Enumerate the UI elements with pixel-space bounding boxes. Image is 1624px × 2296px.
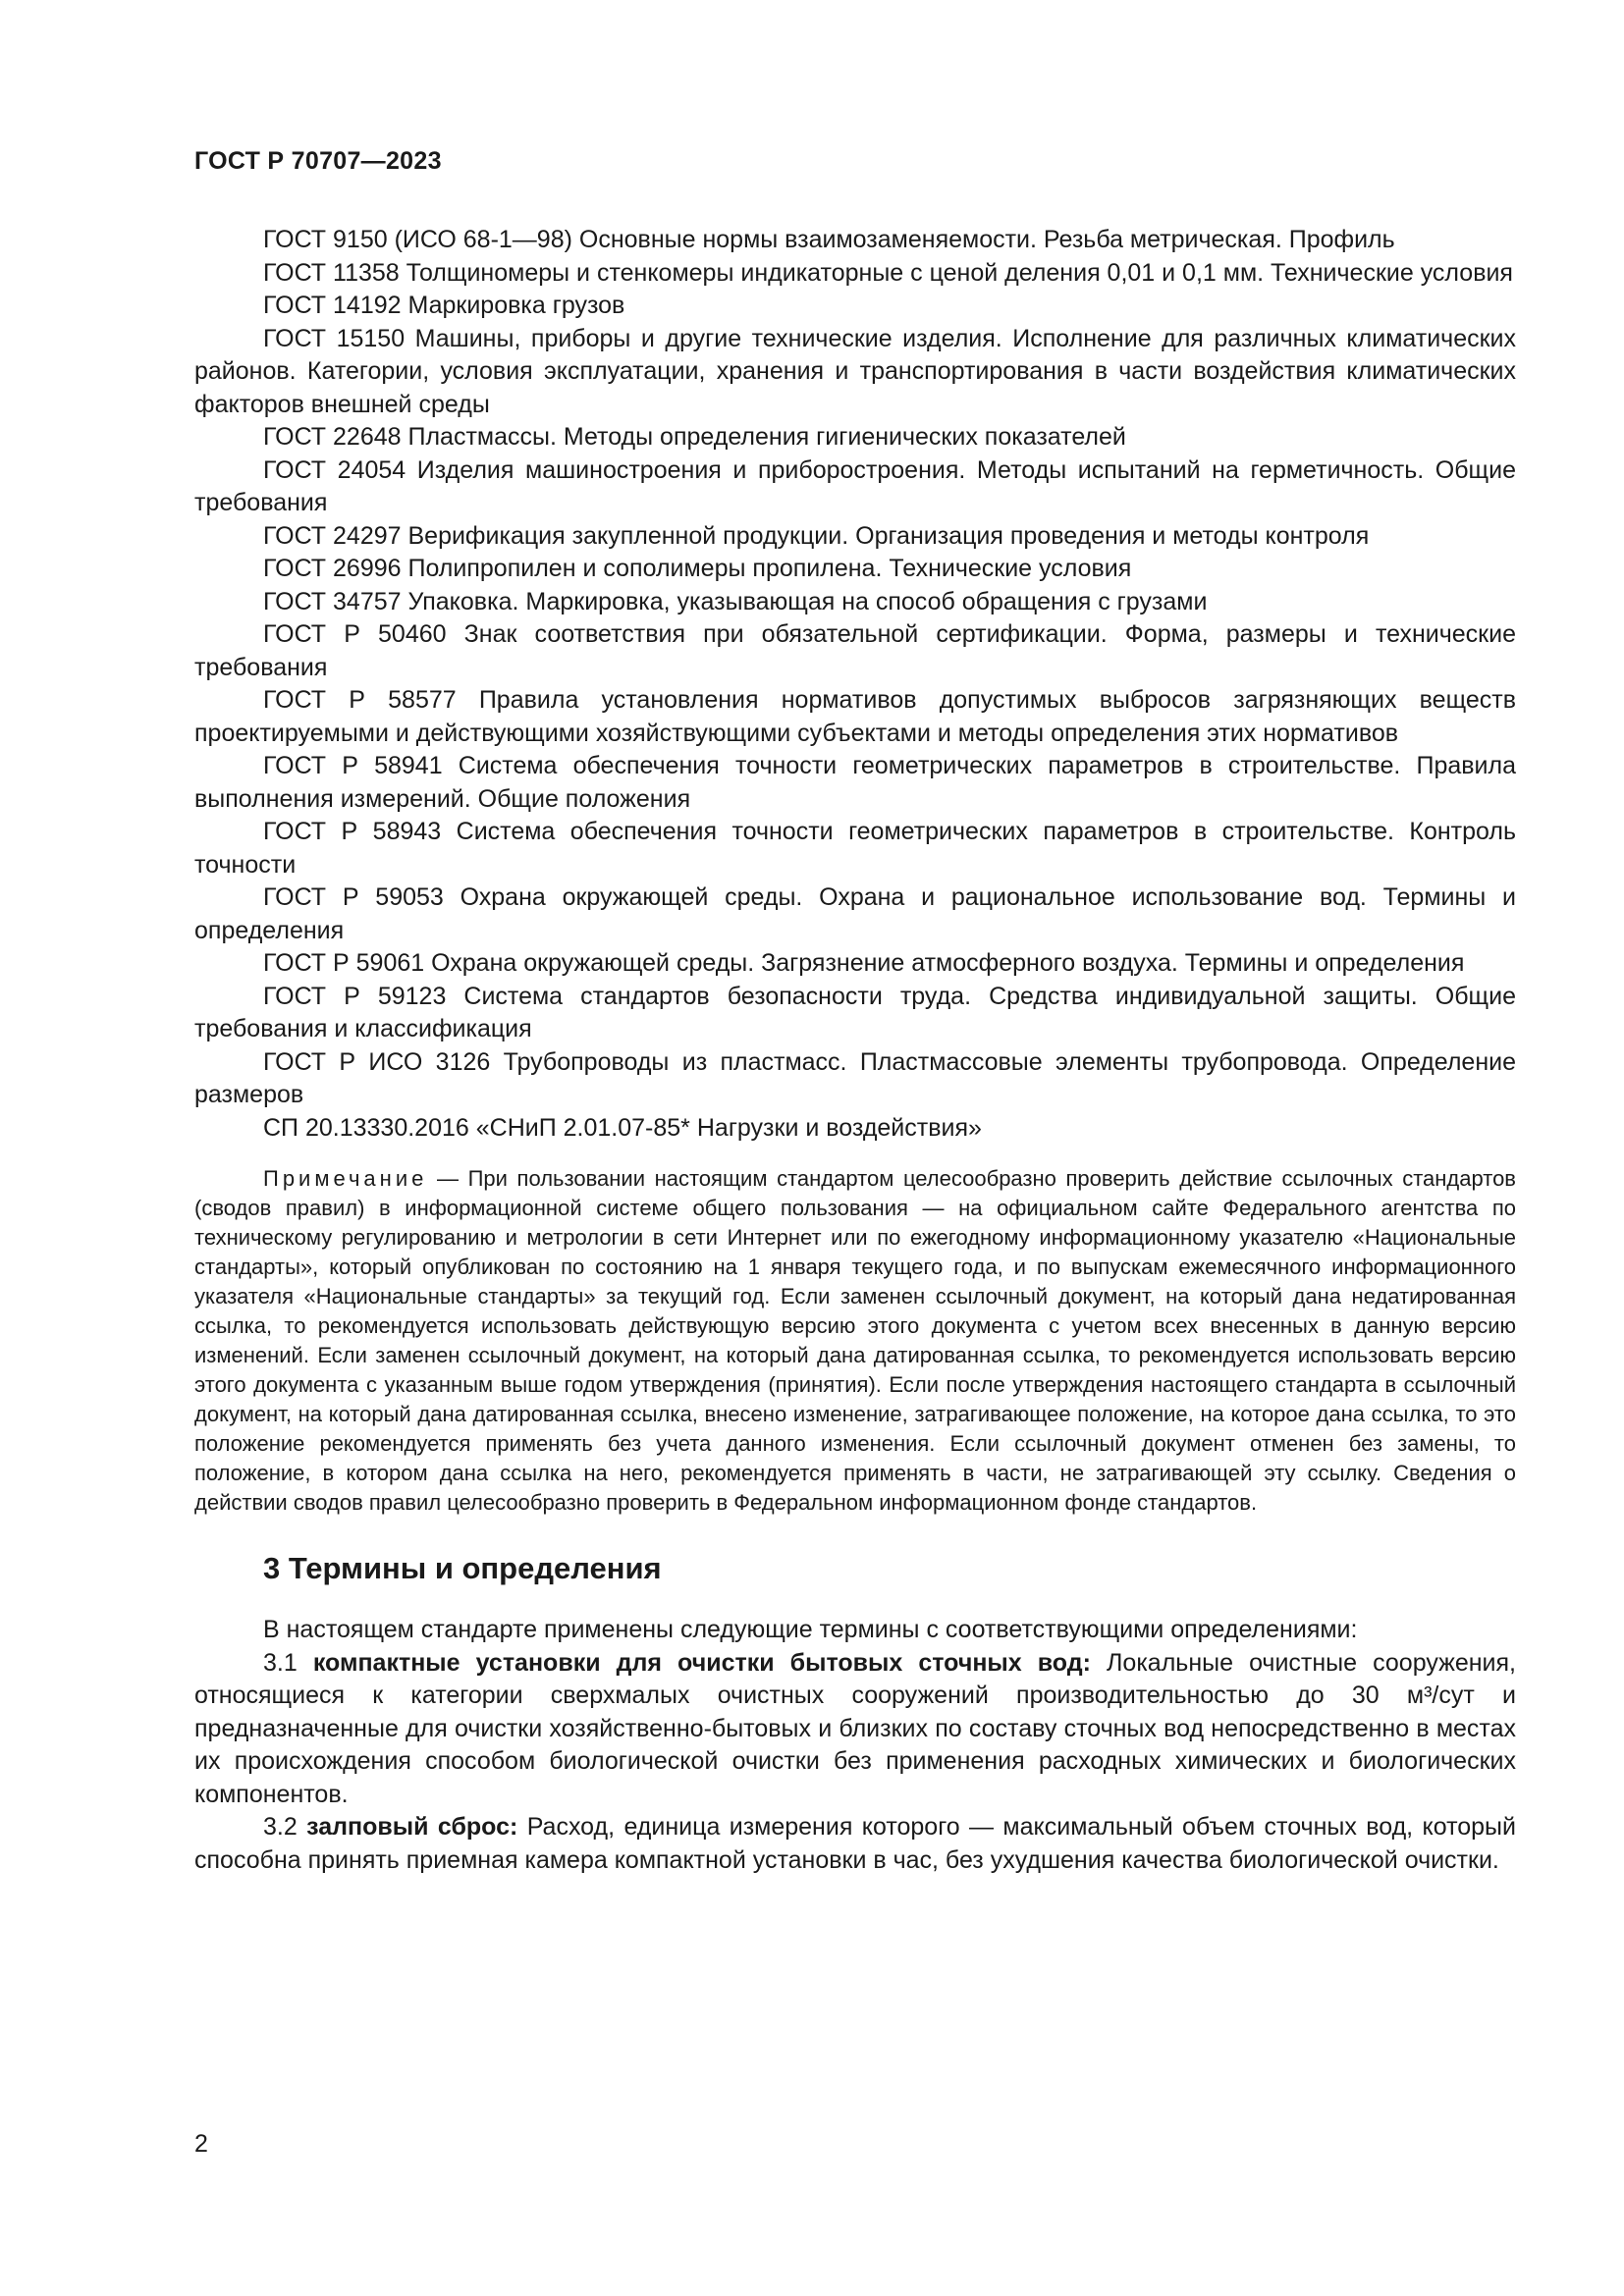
section-intro: В настоящем стандарте применены следующие термины с соответствующими определениями: (263, 1616, 1358, 1643)
reference-item: ГОСТ Р 50460 Знак соответствия при обязательной сертификации. Форма, размеры и технические требования (194, 620, 1516, 681)
term-name: компактные установки для очистки бытовых сточных вод: (312, 1648, 1091, 1677)
document-body (194, 224, 1516, 1877)
reference-item: ГОСТ 34757 Упаковка. Маркировка, указывающая на способ обращения с грузами (263, 587, 1208, 615)
reference-item: ГОСТ Р 58577 Правила установления нормативов допустимых выбросов загрязняющих веществ проектируемыми и действующими хозяйствующими субъектами и методы определения этих нормативов (194, 686, 1516, 747)
note-paragraph (194, 1164, 1516, 1518)
reference-item: ГОСТ 24054 Изделия машиностроения и приборостроения. Методы испытаний на герметичность. Общие требования (194, 455, 1516, 516)
reference-item: ГОСТ Р 59061 Охрана окружающей среды. Загрязнение атмосферного воздуха. Термины и определения (263, 949, 1465, 977)
term-name: залповый сброс: (306, 1813, 518, 1841)
note-label: Примечание (263, 1166, 428, 1191)
term-number: 3.2 (263, 1813, 307, 1841)
reference-item: ГОСТ Р 59053 Охрана окружающей среды. Охрана и рациональное использование вод. Термины и определения (194, 883, 1516, 944)
references-list (194, 224, 1516, 1145)
reference-item: ГОСТ Р ИСО 3126 Трубопроводы из пластмасс. Пластмассовые элементы трубопровода. Определение размеров (194, 1047, 1516, 1108)
term-number: 3.1 (263, 1648, 313, 1677)
reference-item: ГОСТ 26996 Полипропилен и сополимеры пропилена. Технические условия (263, 555, 1132, 582)
term-entry (194, 1811, 1516, 1877)
reference-item: ГОСТ Р 58943 Система обеспечения точности геометрических параметров в строительстве. Контроль точности (194, 818, 1516, 879)
reference-item: ГОСТ 14192 Маркировка грузов (263, 292, 625, 319)
term-definition: Локальные очистные сооружения, относящиеся к категории сверхмалых очистных сооружений производительностью до 30 м³/сут и предназначенные для очистки хозяйственно-бытовых и близких по составу сточных вод непосредственно в местах их происхождения способом биологической очистки без применения расходных химических и биологических компонентов. (194, 1648, 1516, 1808)
reference-item: ГОСТ Р 58941 Система обеспечения точности геометрических параметров в строительстве. Правила выполнения измерений. Общие положения (194, 752, 1516, 813)
reference-item: ГОСТ 15150 Машины, приборы и другие технические изделия. Исполнение для различных климатических районов. Категории, условия эксплуатации, хранения и транспортирования в части воздействия климатических факторов внешней среды (194, 324, 1516, 418)
reference-item: ГОСТ 11358 Толщиномеры и стенкомеры индикаторные с ценой деления 0,01 и 0,1 мм. Технические условия (263, 258, 1513, 287)
document-header: ГОСТ Р 70707—2023 (194, 147, 442, 175)
note-text: — При пользовании настоящим стандартом целесообразно проверить действие ссылочных стандартов (сводов правил) в информационной системе общего пользования — на официальном сайте Федерального агентства по техническому регулированию и метрологии в сети Интернет или по ежегодному информационному указателю «Национальные стандарты», который опубликован по состоянию на 1 января текущего года, и по выпускам ежемесячного информационного указателя «Национальные стандарты» за текущий год. Если заменен ссылочный документ, на который дана недатированная ссылка, то рекомендуется использовать действующую версию этого документа с учетом всех внесенных в данную версию изменений. Если заменен ссылочный документ, на который дана датированная ссылка, то рекомендуется использовать версию этого документа с указанным выше годом утверждения (принятия). Если после утверждения настоящего стандарта в ссылочный документ, на который дана датированная ссылка, внесено изменение, затрагивающее положение, на которое дана ссылка, то это положение рекомендуется применять без учета данного изменения. Если ссылочный документ отменен без замены, то положение, в котором дана ссылка на него, рекомендуется применять в части, не затрагивающей эту ссылку. Сведения о действии сводов правил целесообразно проверить в Федеральном информационном фонде стандартов. (194, 1166, 1516, 1515)
reference-item: ГОСТ 22648 Пластмассы. Методы определения гигиенических показателей (263, 423, 1126, 451)
term-definition: Расход, единица измерения которого — максимальный объем сточных вод, который способна принять приемная камера компактной установки в час, без ухудшения качества биологической очистки. (194, 1813, 1516, 1874)
reference-item: ГОСТ 24297 Верификация закупленной продукции. Организация проведения и методы контроля (263, 521, 1370, 550)
page-number: 2 (194, 2130, 208, 2158)
reference-item: СП 20.13330.2016 «СНиП 2.01.07-85* Нагрузки и воздействия» (263, 1113, 982, 1142)
section-heading: 3 Термины и определения (263, 1551, 662, 1585)
reference-item: ГОСТ 9150 (ИСО 68-1—98) Основные нормы взаимозаменяемости. Резьба метрическая. Профиль (263, 226, 1395, 253)
term-entry (194, 1647, 1516, 1812)
reference-item: ГОСТ Р 59123 Система стандартов безопасности труда. Средства индивидуальной защиты. Общие требования и классификация (194, 982, 1516, 1042)
